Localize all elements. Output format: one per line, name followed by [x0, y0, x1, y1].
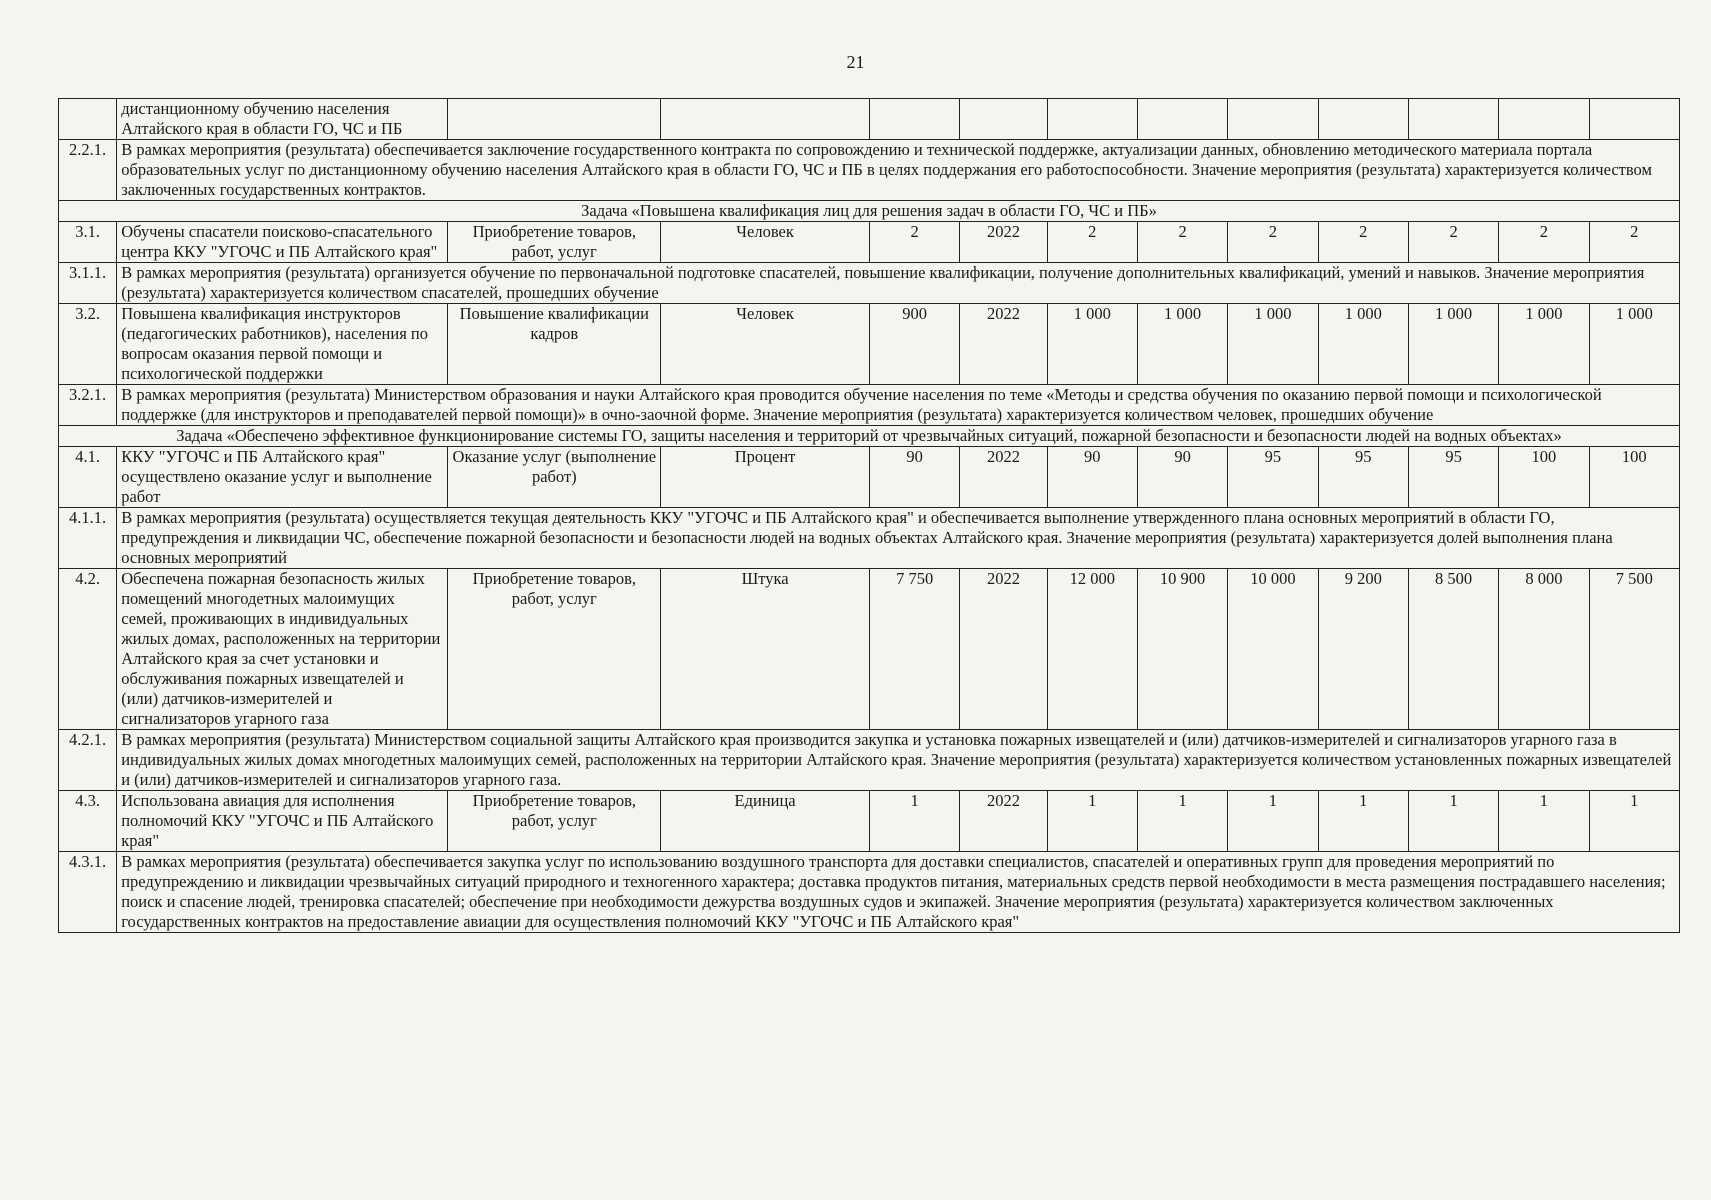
year-value: 1 000 — [1318, 304, 1408, 385]
year-value: 8 500 — [1408, 569, 1498, 730]
unit-cell: Человек — [661, 304, 870, 385]
description-row — [59, 140, 1680, 201]
base-value: 2 — [869, 222, 959, 263]
base-year: 2022 — [960, 791, 1047, 852]
row-number: 4.1.1. — [59, 508, 117, 569]
year-value: 1 000 — [1137, 304, 1227, 385]
year-value: 2 — [1137, 222, 1227, 263]
year-value: 95 — [1318, 447, 1408, 508]
result-type: Приобретение товаров, работ, услуг — [448, 791, 661, 852]
year-value — [1589, 99, 1679, 140]
row-number: 4.2.1. — [59, 730, 117, 791]
table-row — [59, 447, 1680, 508]
base-year — [960, 99, 1047, 140]
table-row — [59, 304, 1680, 385]
base-value — [869, 99, 959, 140]
year-value: 2 — [1228, 222, 1318, 263]
base-value: 90 — [869, 447, 959, 508]
unit-cell — [661, 99, 870, 140]
result-type: Приобретение товаров, работ, услуг — [448, 569, 661, 730]
year-value: 1 — [1047, 791, 1137, 852]
unit-cell: Единица — [661, 791, 870, 852]
year-value: 2 — [1408, 222, 1498, 263]
year-value: 95 — [1408, 447, 1498, 508]
row-number: 4.3. — [59, 791, 117, 852]
table-row — [59, 569, 1680, 730]
year-value — [1318, 99, 1408, 140]
table-row — [59, 791, 1680, 852]
unit-cell: Процент — [661, 447, 870, 508]
result-name: Обеспечена пожарная безопасность жилых помещений многодетных малоимущих семей, проживающих в индивидуальных жилых домах, расположенных на территории Алтайского края за счет установки и обслуживания пожарных извещателей и (или) датчиков-измерителей и сигнализаторов угарного газа — [117, 569, 448, 730]
year-value: 2 — [1318, 222, 1408, 263]
base-value: 900 — [869, 304, 959, 385]
year-value: 1 — [1589, 791, 1679, 852]
base-year: 2022 — [960, 569, 1047, 730]
row-number: 3.1.1. — [59, 263, 117, 304]
year-value: 90 — [1137, 447, 1227, 508]
year-value: 100 — [1499, 447, 1589, 508]
year-value — [1047, 99, 1137, 140]
year-value: 1 000 — [1499, 304, 1589, 385]
description-text: В рамках мероприятия (результата) обеспечивается закупка услуг по использованию воздушного транспорта для доставки специалистов, спасателей и оперативных групп для проведения мероприятий по предупреждению и ликвидации чрезвычайных ситуаций природного и техногенного характера; доставка продуктов питания, материальных средств первой необходимости в места размещения пострадавшего населения; поиск и спасение людей, тренировка спасателей; обеспечение при необходимости дежурства воздушных судов и экипажей. Значение мероприятия (результата) характеризуется количеством заключенных государственных контрактов на предоставление авиации для осуществления полномочий ККУ "УГОЧС и ПБ Алтайского края" — [117, 852, 1680, 933]
year-value: 90 — [1047, 447, 1137, 508]
row-number: 4.3.1. — [59, 852, 117, 933]
table-row — [59, 99, 1680, 140]
task-row — [59, 426, 1680, 447]
year-value: 2 — [1589, 222, 1679, 263]
task-row — [59, 201, 1680, 222]
description-text: В рамках мероприятия (результата) Министерством образования и науки Алтайского края проводится обучение населения по теме «Методы и средства обучения по оказанию первой помощи и психологической поддержке (для инструкторов и преподавателей первой помощи)» в очно-заочной форме. Значение мероприятия (результата) характеризуется количеством человек, прошедших обучение — [117, 385, 1680, 426]
unit-cell: Человек — [661, 222, 870, 263]
year-value: 12 000 — [1047, 569, 1137, 730]
task-heading: Задача «Повышена квалификация лиц для решения задач в области ГО, ЧС и ПБ» — [59, 201, 1680, 222]
year-value: 8 000 — [1499, 569, 1589, 730]
row-number: 4.2. — [59, 569, 117, 730]
year-value — [1137, 99, 1227, 140]
year-value: 7 500 — [1589, 569, 1679, 730]
description-text: В рамках мероприятия (результата) Министерством социальной защиты Алтайского края производится закупка и установка пожарных извещателей и (или) датчиков-измерителей и сигнализаторов угарного газа в индивидуальных жилых домах многодетных малоимущих семей, расположенных на территории Алтайского края. Значение мероприятия (результата) характеризуется количеством установленных пожарных извещателей и (или) датчиков-измерителей и сигнализаторов угарного газа. — [117, 730, 1680, 791]
year-value: 1 — [1408, 791, 1498, 852]
result-name: дистанционному обучению населения Алтайского края в области ГО, ЧС и ПБ — [117, 99, 448, 140]
year-value — [1228, 99, 1318, 140]
result-name: Повышена квалификация инструкторов (педагогических работников), населения по вопросам оказания первой помощи и психологической поддержки — [117, 304, 448, 385]
year-value: 1 000 — [1408, 304, 1498, 385]
year-value — [1408, 99, 1498, 140]
year-value: 10 900 — [1137, 569, 1227, 730]
unit-cell: Штука — [661, 569, 870, 730]
year-value: 1 — [1318, 791, 1408, 852]
year-value — [1499, 99, 1589, 140]
description-row — [59, 852, 1680, 933]
description-text: В рамках мероприятия (результата) обеспечивается заключение государственного контракта по сопровождению и технической поддержке, актуализации данных, обновлению методического материала портала образовательных услуг по дистанционному обучению населения Алтайского края в области ГО, ЧС и ПБ в целях поддержания его работоспособности. Значение мероприятия (результата) характеризуется количеством заключенных государственных контрактов. — [117, 140, 1680, 201]
base-value: 1 — [869, 791, 959, 852]
row-number: 2.2.1. — [59, 140, 117, 201]
row-number: 3.2.1. — [59, 385, 117, 426]
description-text: В рамках мероприятия (результата) организуется обучение по первоначальной подготовке спасателей, повышение квалификации, получение дополнительных квалификаций, умений и навыков. Значение мероприятия (результата) характеризуется количеством спасателей, прошедших обучение — [117, 263, 1680, 304]
year-value: 1 — [1137, 791, 1227, 852]
result-type: Повышение квалификации кадров — [448, 304, 661, 385]
year-value: 1 000 — [1589, 304, 1679, 385]
description-row — [59, 263, 1680, 304]
description-row — [59, 385, 1680, 426]
result-name: Обучены спасатели поисково-спасательного центра ККУ "УГОЧС и ПБ Алтайского края" — [117, 222, 448, 263]
year-value: 1 000 — [1047, 304, 1137, 385]
row-number: 3.1. — [59, 222, 117, 263]
row-number — [59, 99, 117, 140]
base-year: 2022 — [960, 222, 1047, 263]
result-type: Оказание услуг (выполнение работ) — [448, 447, 661, 508]
row-number: 4.1. — [59, 447, 117, 508]
result-type: Приобретение товаров, работ, услуг — [448, 222, 661, 263]
year-value: 9 200 — [1318, 569, 1408, 730]
description-row — [59, 730, 1680, 791]
page-number: 21 — [846, 52, 865, 72]
result-name: ККУ "УГОЧС и ПБ Алтайского края" осуществлено оказание услуг и выполнение работ — [117, 447, 448, 508]
year-value: 10 000 — [1228, 569, 1318, 730]
result-type — [448, 99, 661, 140]
base-year: 2022 — [960, 447, 1047, 508]
indicators-table — [58, 98, 1680, 933]
year-value: 2 — [1499, 222, 1589, 263]
row-number: 3.2. — [59, 304, 117, 385]
year-value: 2 — [1047, 222, 1137, 263]
base-value: 7 750 — [869, 569, 959, 730]
year-value: 1 — [1499, 791, 1589, 852]
year-value: 100 — [1589, 447, 1679, 508]
description-row — [59, 508, 1680, 569]
table-row — [59, 222, 1680, 263]
description-text: В рамках мероприятия (результата) осуществляется текущая деятельность ККУ "УГОЧС и ПБ Алтайского края" и обеспечивается выполнение утвержденного плана основных мероприятий в области ГО, предупреждения и ликвидации ЧС, обеспечение пожарной безопасности и безопасности людей на водных объектах Алтайского края. Значение мероприятия (результата) характеризуется долей выполнения плана основных мероприятий — [117, 508, 1680, 569]
result-name: Использована авиация для исполнения полномочий ККУ "УГОЧС и ПБ Алтайского края" — [117, 791, 448, 852]
base-year: 2022 — [960, 304, 1047, 385]
year-value: 95 — [1228, 447, 1318, 508]
task-heading: Задача «Обеспечено эффективное функционирование системы ГО, защиты населения и территорий от чрезвычайных ситуаций, пожарной безопасности и безопасности людей на водных объектах» — [59, 426, 1680, 447]
year-value: 1 000 — [1228, 304, 1318, 385]
year-value: 1 — [1228, 791, 1318, 852]
